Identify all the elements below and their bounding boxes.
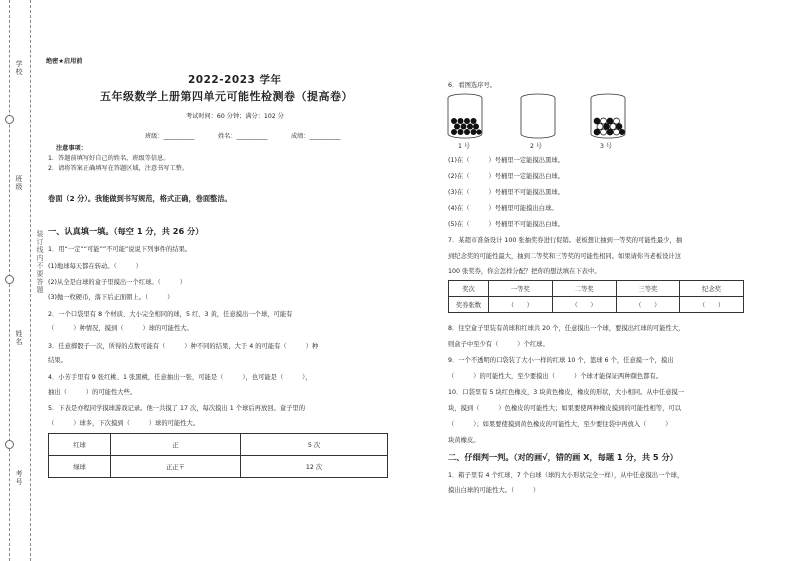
jar-label: 1 号 xyxy=(458,143,471,150)
table-cell: 正 xyxy=(111,434,241,456)
jar-label: 3 号 xyxy=(600,143,613,150)
page-title: 五年级数学上册第四单元可能性检测卷（提高卷） xyxy=(100,90,353,103)
tally-table xyxy=(48,433,388,478)
margin-label-class: 班级 xyxy=(15,175,23,191)
question-line: 6．看图选序号。 xyxy=(448,82,497,89)
question-line: (1)地球每天都在转动。（ ） xyxy=(48,263,142,270)
question-line: 3．任意掷骰子一次，所得的点数可能有（ ）种不同的结果，大于 4 的可能有（ ）种 xyxy=(48,343,319,350)
table-header-cell: 二等奖 xyxy=(552,281,616,297)
section1-title: 一、认真填一填。（每空 1 分，共 26 分） xyxy=(48,226,204,236)
question-line: (1)在（ ）号桶里一定能摸出黑球。 xyxy=(448,157,564,164)
answer-blank[interactable]: （ ） xyxy=(680,297,744,313)
question-line: 8．往空盒子里装有黄球和红球共 20 个，任意摸出一个球，要摸出红球的可能性大， xyxy=(448,325,685,332)
question-line: (4)在（ ）号桶里可能摸出白球。 xyxy=(448,205,558,212)
question-line: 则盒子中至少有（ ）个红球。 xyxy=(448,341,549,348)
note-item: 2．请将答案正确填写在答题区域，注意书写工整。 xyxy=(48,165,189,172)
table-header-cell: 三等奖 xyxy=(616,281,680,297)
score-field[interactable]: 成绩：__________ xyxy=(291,133,341,140)
answer-blank[interactable]: （ ） xyxy=(552,297,616,313)
question-line: （ ）种情况，摸到（ ）球的可能性大。 xyxy=(48,325,193,332)
margin-label-school: 学校 xyxy=(15,60,23,76)
table-header-cell: 奖次 xyxy=(449,281,489,297)
secret-mark: 绝密★启用前 xyxy=(46,58,83,65)
jar-1 xyxy=(445,92,485,144)
question-line: 100 张奖券，你会怎样分配？把你的想法填在下表中。 xyxy=(448,268,601,275)
question-line: 7．某超市准备设计 100 张抽奖券进行促销。老板想让抽到一等奖的可能性最少，抽 xyxy=(448,237,683,244)
question-line: 10．口袋里有 5 块红色橡皮，3 块黄色橡皮，橡皮的形状，大小相同。从中任意摸一 xyxy=(448,389,685,396)
jar-label: 2 号 xyxy=(530,143,543,150)
question-line: 摸出白球的可能性大。（ ） xyxy=(448,487,540,494)
question-line: 抽出（ ）的可能性大些。 xyxy=(48,389,137,396)
binding-hole xyxy=(5,440,14,449)
question-line: 4．小芳手里有 9 张红桃、1 张黑桃，任意抽出一张，可能是（ ），也可能是（ ）， xyxy=(48,374,312,381)
binding-hole xyxy=(5,115,14,124)
class-field[interactable]: 班级：__________ xyxy=(145,133,195,140)
table-cell: 正正〒 xyxy=(111,456,241,478)
question-line: (2)在（ ）号桶里一定能摸出白球。 xyxy=(448,173,564,180)
question-line: 1．用“一定”“可能”“不可能”说说下列事件的结果。 xyxy=(48,246,192,253)
binding-hole xyxy=(5,275,14,284)
question-line: （ ）；如果要使摸到黄色橡皮的可能性大，至少要往袋中再放入（ ） xyxy=(448,421,672,428)
table-cell: 绿球 xyxy=(49,456,111,478)
school-year: 2022-2023 学年 xyxy=(188,74,282,86)
margin-label-id: 考号 xyxy=(15,470,23,486)
margin-note: 装订线内不要答题 xyxy=(36,230,44,294)
prize-table xyxy=(448,280,744,313)
name-field[interactable]: 姓名：__________ xyxy=(218,133,268,140)
answer-blank[interactable]: （ ） xyxy=(489,297,553,313)
table-cell: 5 次 xyxy=(241,434,388,456)
table-header-cell: 一等奖 xyxy=(489,281,553,297)
jar-3 xyxy=(588,92,628,144)
table-cell: 红球 xyxy=(49,434,111,456)
question-line: （ ）球多，下次摸到（ ）球的可能性大。 xyxy=(48,420,200,427)
question-line: (3)在（ ）号桶里不可能摸出黑球。 xyxy=(448,189,564,196)
question-line: 到纪念奖的可能性最大，抽到二等奖和三等奖的可能性相同。如果请你当老板设计这 xyxy=(448,253,681,260)
question-line: 5．下表是亦程同学摸球游戏记录。他一共摸了 17 次，每次摸出 1 个球后再放回。盒子里的 xyxy=(48,405,306,412)
question-line: 块黄橡皮。 xyxy=(448,437,480,444)
table-header-cell: 纪念奖 xyxy=(680,281,744,297)
question-line: 块，摸到（ ）色橡皮的可能性大；如果要使两种橡皮摸到的可能性相等，可以 xyxy=(448,405,681,412)
neatness-note: 卷面（2 分）。我能做到书写规范，格式正确，卷面整洁。 xyxy=(48,194,232,203)
question-line: 9．一个不透明的口袋装了大小一样的红球 10 个，篮球 6 个，任意摸一个，摸出 xyxy=(448,357,674,364)
table-cell: 12 次 xyxy=(241,456,388,478)
exam-info: 考试时间：60 分钟；满分：102 分 xyxy=(186,113,284,120)
question-line: 1．箱子里有 4 个红球、7 个白球（球的大小形状完全一样），从中任意摸出一个球， xyxy=(448,472,684,479)
jar-2 xyxy=(518,92,558,144)
question-line: (5)在（ ）号桶里不可能摸出白球。 xyxy=(448,221,564,228)
notes-title: 注意事项： xyxy=(56,145,87,152)
table-cell: 奖券张数 xyxy=(449,297,489,313)
margin-label-name: 姓名 xyxy=(15,330,23,346)
section2-title: 二、仔细判一判。（对的画√，错的画 X，每题 1 分，共 5 分） xyxy=(448,452,678,462)
question-line: (2)从全是白球的盒子里摸出一个红球。（ ） xyxy=(48,279,187,286)
question-line: 2．一个口袋里有 8 个材质、大小完全相同的球，5 红、3 黄，任意摸出一个球，可能有 xyxy=(48,311,293,318)
answer-blank[interactable]: （ ） xyxy=(616,297,680,313)
question-line: （ ）的可能性大，至少要摸出（ ）个球才能保证两种颜色都有。 xyxy=(448,373,663,380)
note-item: 1．答题前填写好自己的姓名、班级等信息。 xyxy=(48,155,170,162)
question-line: 结果。 xyxy=(48,357,67,364)
question-line: (3)抛一枚硬币，落下后正面朝上。（ ） xyxy=(48,294,174,301)
binding-line-inner xyxy=(30,0,31,561)
